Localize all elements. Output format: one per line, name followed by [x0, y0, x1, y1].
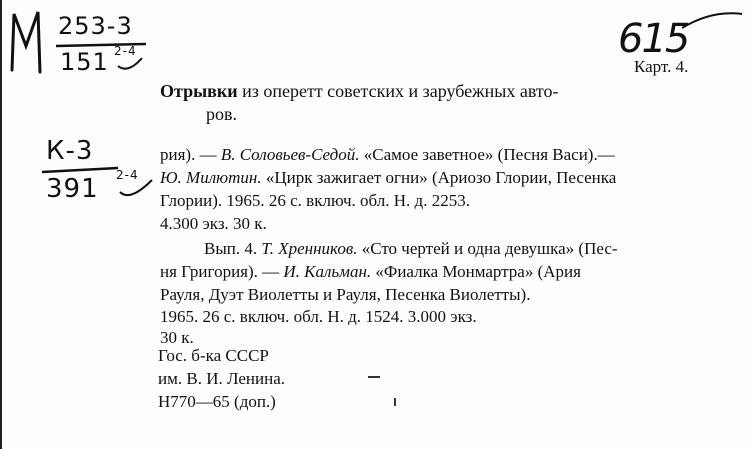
- entry-line: [160, 167, 616, 188]
- entry-text: Глории). 1965. 26 с. включ. обл. Н. д. 2253.: [160, 191, 470, 210]
- entry-author: В. Соловьев-Седой.: [220, 145, 360, 164]
- entry-line: [160, 327, 194, 348]
- shelfmark-top-denominator: 151: [60, 48, 109, 76]
- card-number: Карт. 4.: [634, 57, 689, 76]
- shelfmark-mid: [42, 136, 162, 206]
- entry-text: 4.300 экз. 30 к.: [160, 214, 267, 233]
- stamp-line-2: им. В. И. Ленина.: [158, 369, 286, 388]
- entry-line: [160, 190, 470, 211]
- inventory-number-text: 615: [618, 16, 689, 62]
- entry-author: Т. Хренников.: [261, 239, 358, 258]
- entry-line: [160, 261, 581, 282]
- entry-text: Вып. 4.: [204, 239, 262, 258]
- shelfmark-top-numerator: 253-3: [58, 12, 133, 40]
- entry-text: «Сто чертей и одна девушка» (Пес-: [357, 239, 618, 258]
- title-line-2: ров.: [206, 104, 237, 124]
- entry-text: «Фиалка Монмартра» (Ария: [371, 262, 581, 281]
- entry-text: рия). —: [160, 145, 221, 164]
- title-bold: Отрывки: [160, 81, 238, 101]
- shelfmark-top-sup: 2-4: [114, 44, 137, 58]
- smudge-mark: [368, 376, 380, 378]
- shelfmark-mid-numerator: К-3: [46, 136, 94, 166]
- shelfmark-mid-sup: 2-4: [116, 168, 139, 182]
- entry-line: [204, 238, 618, 259]
- entry-text: 30 к.: [160, 328, 194, 347]
- entry-line: [160, 284, 530, 305]
- shelfmark-top: [6, 8, 156, 78]
- entry-line: [160, 213, 267, 234]
- stamp-line-1: Гос. б-ка СССР: [158, 346, 269, 365]
- entry-text: ня Григория). —: [160, 262, 284, 281]
- stamp-line-3: Н770—65 (доп.): [158, 392, 276, 411]
- entry-author: Ю. Милютин.: [160, 168, 262, 187]
- title-rest: из оперетт советских и зарубежных авто-: [237, 81, 559, 101]
- smudge-mark: [394, 398, 396, 406]
- entry-text: «Цирк зажигает огни» (Ариозо Глории, Песенка: [261, 168, 617, 187]
- entry-line: [160, 144, 615, 165]
- entry-text: «Самое заветное» (Песня Васи).—: [359, 145, 615, 164]
- card-edge: [0, 0, 2, 449]
- shelfmark-mid-denominator: 391: [46, 174, 99, 204]
- entry-text: Рауля, Дуэт Виолетты и Рауля, Песенка Виолетты).: [160, 285, 531, 304]
- title-line-1: [160, 80, 559, 102]
- entry-line: [160, 306, 477, 327]
- entry-author: И. Кальман.: [283, 262, 372, 281]
- entry-text: 1965. 26 с. включ. обл. Н. д. 1524. 3.000 экз.: [160, 307, 477, 326]
